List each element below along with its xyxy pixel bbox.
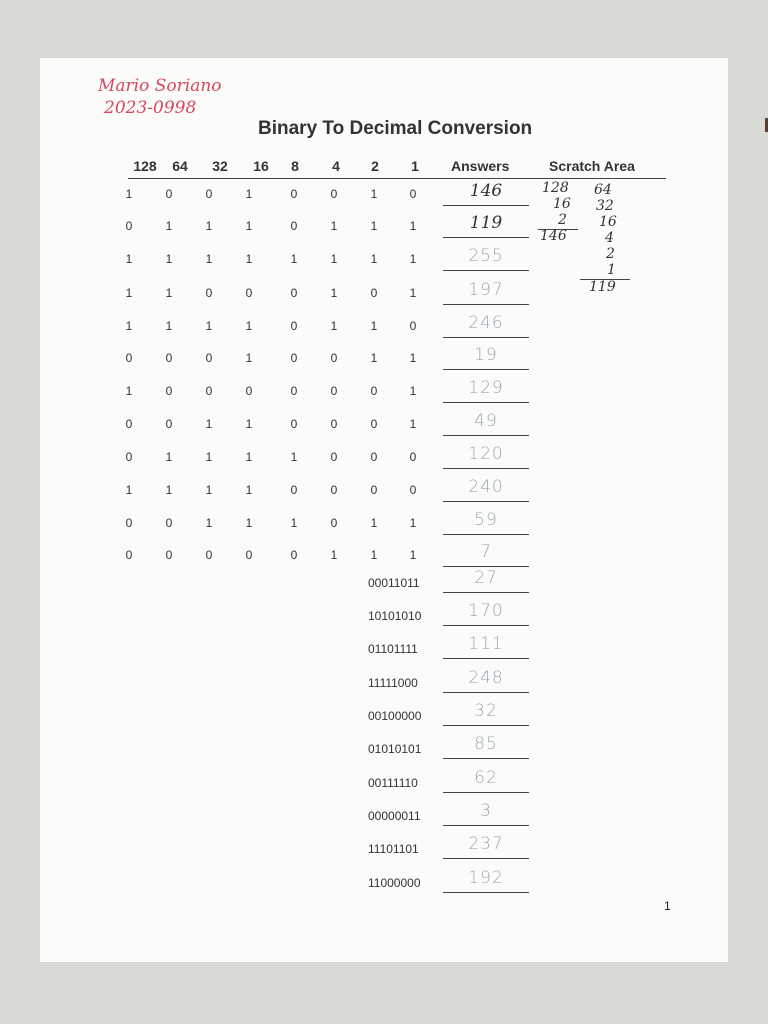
- scratch-total: 119: [589, 279, 616, 295]
- header-bit-4: 4: [332, 158, 340, 174]
- header-bit-64: 64: [172, 158, 188, 174]
- scratch-value: 16: [553, 196, 571, 212]
- scratch-value: 2: [558, 212, 567, 228]
- answer-line: [443, 792, 529, 793]
- bit-cell: 1: [245, 319, 253, 333]
- bit-cell: 1: [205, 516, 213, 530]
- bit-cell: 0: [290, 351, 298, 365]
- answer-value: 3: [480, 801, 492, 821]
- bit-cell: 1: [125, 252, 133, 266]
- bit-cell: 1: [409, 286, 417, 300]
- bit-cell: 0: [290, 319, 298, 333]
- binary-string: 11101101: [368, 842, 419, 856]
- bit-cell: 1: [409, 219, 417, 233]
- answer-line: [443, 270, 529, 271]
- bit-cell: 1: [205, 219, 213, 233]
- header-bit-2: 2: [371, 158, 379, 174]
- bit-cell: 0: [370, 450, 378, 464]
- worksheet-title: Binary To Decimal Conversion: [258, 118, 533, 139]
- page-number: 1: [664, 899, 671, 913]
- scratch-value: 16: [599, 214, 617, 230]
- scratch-value: 128: [542, 180, 569, 196]
- binary-string: 00111110: [368, 776, 418, 790]
- bit-cell: 0: [290, 417, 298, 431]
- bit-cell: 0: [165, 384, 173, 398]
- bit-cell: 0: [409, 483, 417, 497]
- answer-line: [443, 534, 529, 535]
- header-bit-8: 8: [291, 158, 299, 174]
- header-answers: Answers: [451, 158, 510, 174]
- answer-value: 62: [474, 768, 498, 788]
- bit-cell: 1: [165, 252, 173, 266]
- bit-cell: 1: [125, 319, 133, 333]
- scratch-value: 1: [607, 262, 616, 278]
- bit-cell: 0: [245, 384, 253, 398]
- answer-value: 19: [474, 345, 498, 365]
- bit-cell: 1: [370, 252, 378, 266]
- bit-cell: 0: [125, 548, 133, 562]
- bit-cell: 1: [330, 252, 338, 266]
- answer-value: 32: [474, 701, 498, 721]
- answer-line: [443, 205, 529, 206]
- bit-cell: 0: [205, 548, 213, 562]
- answer-line: [443, 592, 529, 593]
- answer-line: [443, 725, 529, 726]
- bit-cell: 0: [370, 286, 378, 300]
- answer-line: [443, 369, 529, 370]
- bit-cell: 1: [370, 219, 378, 233]
- bit-cell: 1: [409, 384, 417, 398]
- bit-cell: 1: [205, 252, 213, 266]
- bit-cell: 1: [245, 483, 253, 497]
- bit-cell: 0: [290, 548, 298, 562]
- answer-value: 146: [469, 181, 503, 201]
- bit-cell: 1: [205, 319, 213, 333]
- bit-cell: 0: [205, 187, 213, 201]
- header-rule: [128, 178, 666, 179]
- bit-cell: 0: [370, 417, 378, 431]
- bit-cell: 1: [245, 219, 253, 233]
- bit-cell: 1: [245, 516, 253, 530]
- bit-cell: 1: [165, 286, 173, 300]
- answer-value: 240: [468, 477, 504, 497]
- bit-cell: 1: [330, 219, 338, 233]
- bit-cell: 1: [290, 252, 298, 266]
- binary-string: 00000011: [368, 809, 421, 823]
- bit-cell: 1: [125, 384, 133, 398]
- answer-line: [443, 468, 529, 469]
- header-bit-16: 16: [253, 158, 269, 174]
- bit-cell: 0: [409, 187, 417, 201]
- scratch-total: 146: [540, 228, 567, 244]
- answer-line: [443, 501, 529, 502]
- answer-line: [443, 858, 529, 859]
- bit-cell: 1: [245, 450, 253, 464]
- scratch-value: 4: [605, 230, 614, 246]
- bit-cell: 1: [205, 450, 213, 464]
- bit-cell: 1: [330, 548, 338, 562]
- answer-line: [443, 892, 529, 893]
- answer-value: 85: [474, 734, 498, 754]
- bit-cell: 1: [370, 516, 378, 530]
- bit-cell: 1: [165, 319, 173, 333]
- bit-cell: 1: [165, 483, 173, 497]
- student-id: 2023-0998: [104, 98, 197, 118]
- bit-cell: 1: [245, 187, 253, 201]
- bit-cell: 1: [409, 516, 417, 530]
- bit-cell: 1: [330, 286, 338, 300]
- bit-cell: 1: [409, 351, 417, 365]
- header-bit-128: 128: [133, 158, 157, 174]
- answer-value: 246: [468, 313, 504, 333]
- bit-cell: 0: [409, 450, 417, 464]
- answer-value: 129: [468, 378, 504, 398]
- answer-value: 248: [468, 668, 504, 688]
- bit-cell: 1: [370, 548, 378, 562]
- bit-cell: 0: [290, 483, 298, 497]
- answer-line: [443, 825, 529, 826]
- bit-cell: 0: [125, 450, 133, 464]
- bit-cell: 0: [330, 187, 338, 201]
- answer-value: 49: [474, 411, 498, 431]
- answer-value: 120: [468, 444, 504, 464]
- answer-value: 111: [468, 634, 504, 654]
- bit-cell: 0: [370, 483, 378, 497]
- bit-cell: 1: [330, 319, 338, 333]
- answer-value: 7: [480, 542, 492, 562]
- header-scratch-area: Scratch Area: [549, 158, 635, 174]
- bit-cell: 0: [165, 548, 173, 562]
- student-name: Mario Soriano: [98, 76, 222, 96]
- bit-cell: 1: [370, 319, 378, 333]
- bit-cell: 0: [330, 516, 338, 530]
- scratch-value: 2: [606, 246, 615, 262]
- bit-cell: 1: [370, 351, 378, 365]
- bit-cell: 0: [165, 516, 173, 530]
- bit-cell: 0: [330, 450, 338, 464]
- bit-cell: 0: [409, 319, 417, 333]
- answer-line: [443, 304, 529, 305]
- worksheet-page: [40, 58, 728, 962]
- answer-value: 119: [469, 213, 503, 233]
- answer-value: 59: [474, 510, 498, 530]
- bit-cell: 1: [370, 187, 378, 201]
- header-bit-1: 1: [411, 158, 419, 174]
- answer-line: [443, 435, 529, 436]
- bit-cell: 0: [245, 286, 253, 300]
- binary-string: 10101010: [368, 609, 422, 623]
- bit-cell: 0: [205, 351, 213, 365]
- answer-value: 170: [468, 601, 504, 621]
- answer-line: [443, 566, 529, 567]
- binary-string: 00100000: [368, 709, 422, 723]
- binary-string: 11111000: [368, 676, 418, 690]
- bit-cell: 0: [290, 187, 298, 201]
- bit-cell: 1: [409, 417, 417, 431]
- bit-cell: 1: [245, 351, 253, 365]
- bit-cell: 0: [165, 187, 173, 201]
- answer-line: [443, 337, 529, 338]
- bit-cell: 1: [125, 187, 133, 201]
- bit-cell: 1: [165, 450, 173, 464]
- bit-cell: 0: [330, 417, 338, 431]
- answer-line: [443, 658, 529, 659]
- bit-cell: 0: [125, 351, 133, 365]
- answer-line: [443, 758, 529, 759]
- binary-string: 00011011: [368, 576, 420, 590]
- answer-value: 192: [468, 868, 504, 888]
- answer-line: [443, 237, 529, 238]
- bit-cell: 0: [125, 219, 133, 233]
- bit-cell: 0: [290, 384, 298, 398]
- bit-cell: 1: [165, 219, 173, 233]
- bit-cell: 1: [125, 483, 133, 497]
- bit-cell: 1: [290, 450, 298, 464]
- answer-value: 27: [474, 568, 498, 588]
- bit-cell: 1: [125, 286, 133, 300]
- binary-string: 01101111: [368, 642, 418, 656]
- scratch-value: 32: [596, 198, 614, 214]
- bit-cell: 0: [165, 351, 173, 365]
- bit-cell: 1: [245, 417, 253, 431]
- answer-value: 197: [468, 280, 504, 300]
- binary-string: 11000000: [368, 876, 421, 890]
- bit-cell: 0: [205, 286, 213, 300]
- bit-cell: 1: [409, 548, 417, 562]
- bit-cell: 0: [245, 548, 253, 562]
- bit-cell: 1: [245, 252, 253, 266]
- bit-cell: 0: [330, 384, 338, 398]
- answer-value: 237: [468, 834, 504, 854]
- bit-cell: 0: [330, 351, 338, 365]
- bit-cell: 0: [125, 516, 133, 530]
- bit-cell: 0: [330, 483, 338, 497]
- answer-value: 255: [468, 246, 504, 266]
- scratch-value: 64: [594, 182, 612, 198]
- bit-cell: 0: [165, 417, 173, 431]
- bit-cell: 0: [125, 417, 133, 431]
- bit-cell: 1: [290, 516, 298, 530]
- bit-cell: 1: [205, 483, 213, 497]
- binary-string: 01010101: [368, 742, 422, 756]
- bit-cell: 0: [370, 384, 378, 398]
- bit-cell: 1: [409, 252, 417, 266]
- answer-line: [443, 625, 529, 626]
- bit-cell: 1: [205, 417, 213, 431]
- bit-cell: 0: [290, 219, 298, 233]
- header-bit-32: 32: [212, 158, 228, 174]
- bit-cell: 0: [205, 384, 213, 398]
- bit-cell: 0: [290, 286, 298, 300]
- answer-line: [443, 402, 529, 403]
- answer-line: [443, 692, 529, 693]
